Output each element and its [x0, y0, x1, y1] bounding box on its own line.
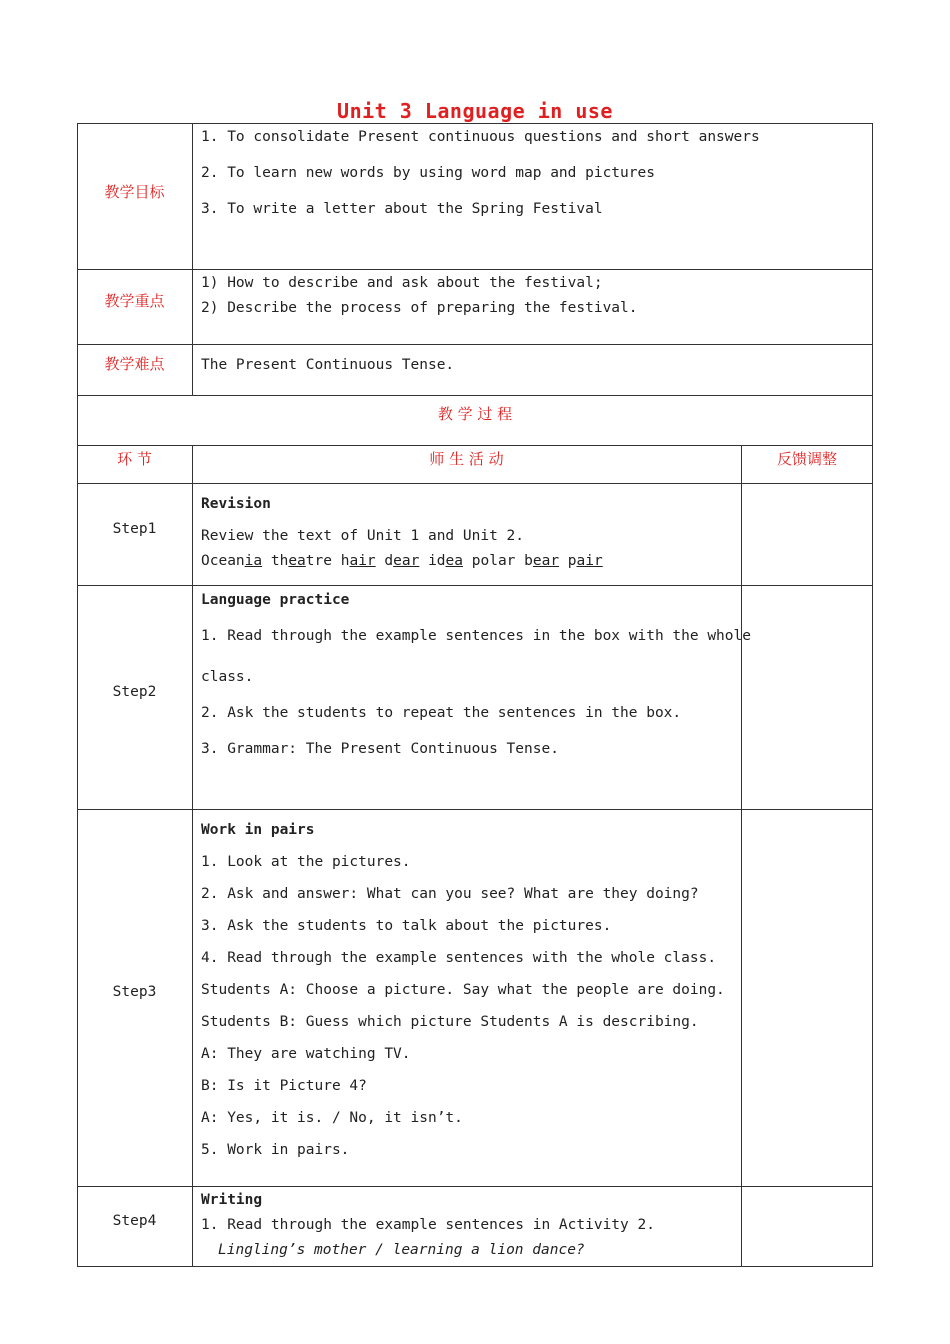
difficulties-text: The Present Continuous Tense. [201, 357, 455, 373]
objective-item: 3. To write a letter about the Spring Festival [201, 201, 603, 217]
step1-label: Step1 [112, 521, 157, 537]
key-points-label: 教学重点 [104, 292, 165, 310]
col-divider [741, 445, 742, 1267]
step3-line: B: Is it Picture 4? [201, 1078, 367, 1094]
objectives-label: 教学目标 [104, 183, 165, 201]
step2-line: class. [201, 669, 254, 685]
step4-heading: Writing [201, 1192, 263, 1208]
objective-item: 1. To consolidate Present continuous questions and short answers [201, 129, 760, 145]
step3-heading: Work in pairs [201, 822, 315, 838]
row-divider [77, 445, 873, 446]
row-divider [77, 483, 873, 484]
word-part-underlined: ea [288, 553, 306, 569]
word-part: th [270, 553, 289, 569]
word-part-underlined: air [576, 553, 603, 569]
page-title: Unit 3 Language in use [337, 99, 613, 123]
key-point-item: 1) How to describe and ask about the festival; [201, 275, 603, 291]
word-part-underlined: ear [393, 553, 420, 569]
word-part-underlined: ear [532, 553, 560, 569]
step3-line: Students A: Choose a picture. Say what the people are doing. [201, 982, 725, 998]
row-divider [77, 585, 873, 586]
word-part: polar b [471, 553, 533, 569]
step3-label: Step3 [112, 984, 157, 1000]
col-header-feedback: 反馈调整 [776, 450, 837, 468]
step3-line: 5. Work in pairs. [201, 1142, 350, 1158]
row-divider [77, 344, 873, 345]
step1-phonics-words [201, 552, 603, 570]
step1-line: Review the text of Unit 1 and Unit 2. [201, 528, 525, 544]
table-border-bottom [77, 1266, 873, 1267]
step2-line: 3. Grammar: The Present Continuous Tense. [201, 741, 559, 757]
step2-line: 2. Ask the students to repeat the sentences in the box. [201, 705, 682, 721]
process-header: 教 学 过 程 [437, 405, 513, 423]
col-divider [192, 123, 193, 395]
word-part: tre [305, 553, 332, 569]
step3-line: 4. Read through the example sentences with the whole class. [201, 950, 717, 966]
step3-line: A: They are watching TV. [201, 1046, 411, 1062]
word-part: d [384, 553, 394, 569]
difficulties-label: 教学难点 [104, 355, 165, 373]
step2-label: Step2 [112, 684, 157, 700]
word-part: Ocean [201, 553, 245, 569]
table-border-right [872, 123, 873, 1267]
row-divider [77, 269, 873, 270]
key-point-item: 2) Describe the process of preparing the festival. [201, 300, 638, 316]
row-divider [77, 395, 873, 396]
step4-example: Lingling’s mother / learning a lion dance? [218, 1242, 585, 1258]
row-divider [77, 1186, 873, 1187]
col-header-section: 环 节 [117, 450, 152, 468]
step3-line: 1. Look at the pictures. [201, 854, 411, 870]
word-part-underlined: ea [445, 553, 464, 569]
lesson-plan-table [77, 123, 873, 1267]
word-part-underlined: ia [244, 553, 263, 569]
step2-line: 1. Read through the example sentences in the box with the whole [201, 628, 751, 644]
word-part: h [340, 553, 350, 569]
step1-heading: Revision [201, 496, 271, 512]
word-part: id [428, 553, 446, 569]
table-border-top [77, 123, 873, 124]
step4-line: 1. Read through the example sentences in Activity 2. [201, 1217, 655, 1233]
step3-line: 2. Ask and answer: What can you see? What are they doing? [201, 886, 699, 902]
word-part-underlined: air [349, 553, 376, 569]
step3-line: A: Yes, it is. / No, it isn’t. [201, 1110, 463, 1126]
step3-line: 3. Ask the students to talk about the pictures. [201, 918, 612, 934]
step4-label: Step4 [112, 1213, 157, 1229]
objective-item: 2. To learn new words by using word map and pictures [201, 165, 655, 181]
row-divider [77, 809, 873, 810]
col-header-activity: 师 生 活 动 [429, 450, 504, 468]
col-divider [192, 445, 193, 1267]
word-part: p [567, 553, 577, 569]
step2-heading: Language practice [201, 592, 350, 608]
step3-line: Students B: Guess which picture Students A is describing. [201, 1014, 699, 1030]
